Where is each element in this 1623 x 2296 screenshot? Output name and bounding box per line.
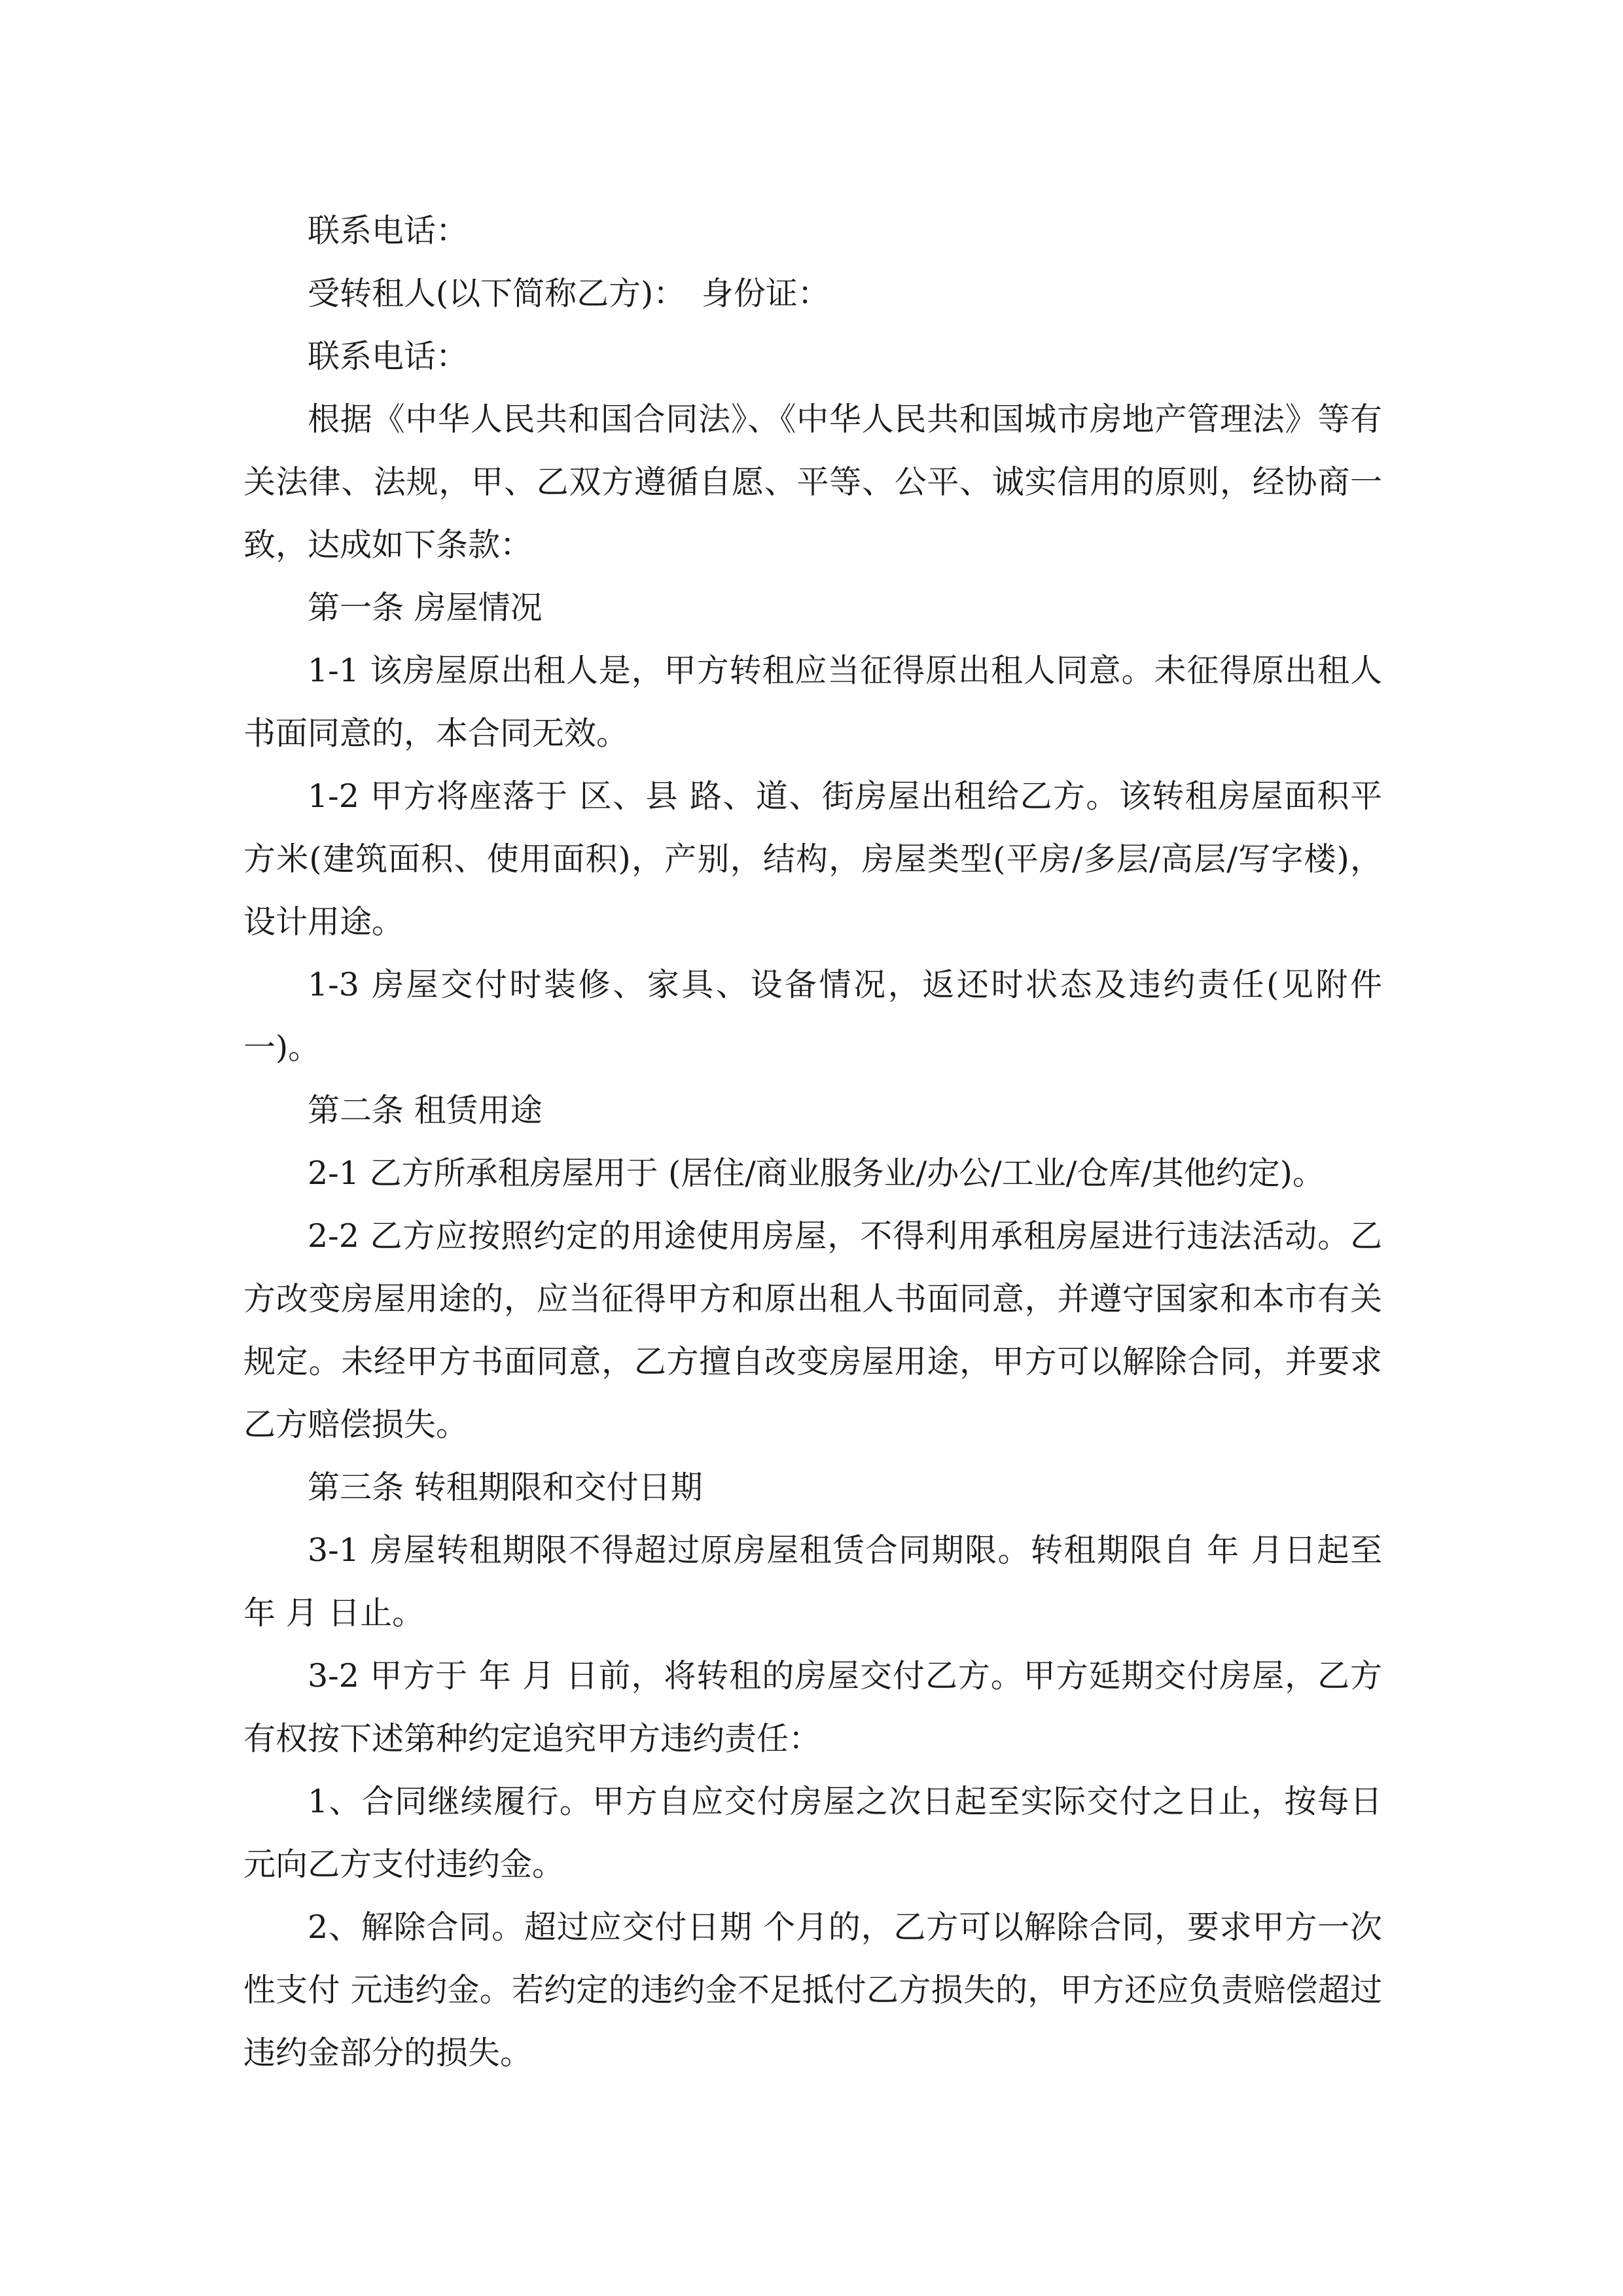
sublessee-line: 受转租人(以下简称乙方)： 身份证： (308, 275, 830, 312)
clause-1-3: 1-3 房屋交付时装修、家具、设备情况，返还时状态及违约责任(见附件一)。 (243, 966, 1382, 1066)
article-2-heading: 第二条 租赁用途 (308, 1092, 543, 1129)
clause-2-1: 2-1 乙方所承租房屋用于 (居住/商业服务业/办公/工业/仓库/其他约定)。 (308, 1155, 1325, 1192)
contract-body (243, 200, 1382, 2085)
preamble-paragraph: 根据《中华人民共和国合同法》、《中华人民共和国城市房地产管理法》等有关法律、法规，甲、乙双方遵循自愿、平等、公平、诚实信用的原则，经协商一致，达成如下条款： (243, 401, 1382, 564)
clause-3-2: 3-2 甲方于 年 月 日前，将转租的房屋交付乙方。甲方延期交付房屋，乙方有权按下述第种约定追究甲方违约责任： (243, 1657, 1382, 1757)
clause-1-1: 1-1 该房屋原出租人是，甲方转租应当征得原出租人同意。未征得原出租人书面同意的，本合同无效。 (243, 652, 1382, 752)
contact-phone-line-2: 联系电话： (308, 338, 469, 375)
article-3-heading: 第三条 转租期限和交付日期 (308, 1469, 703, 1506)
contact-phone-line: 联系电话： (308, 212, 469, 249)
clause-2-2: 2-2 乙方应按照约定的用途使用房屋，不得利用承租房屋进行违法活动。乙方改变房屋用途的，应当征得甲方和原出租人书面同意，并遵守国家和本市有关规定。未经甲方书面同意，乙方擅自改变房屋用途，甲方可以解除合同，并要求乙方赔偿损失。 (243, 1217, 1382, 1443)
option-1-paragraph: 1、合同继续履行。甲方自应交付房屋之次日起至实际交付之日止，按每日 元向乙方支付违约金。 (243, 1783, 1382, 1883)
article-1-heading: 第一条 房屋情况 (308, 589, 543, 626)
option-2-paragraph: 2、解除合同。超过应交付日期 个月的，乙方可以解除合同，要求甲方一次性支付 元违约金。若约定的违约金不足抵付乙方损失的，甲方还应负责赔偿超过违约金部分的损失。 (243, 1909, 1382, 2072)
clause-1-2: 1-2 甲方将座落于 区、县 路、道、街房屋出租给乙方。该转租房屋面积平方米(建筑面积、使用面积)，产别，结构，房屋类型(平房/多层/高层/写字楼)，设计用途。 (243, 778, 1382, 941)
clause-3-1: 3-1 房屋转租期限不得超过原房屋租赁合同期限。转租期限自 年 月日起至 年 月 日止。 (243, 1532, 1382, 1632)
